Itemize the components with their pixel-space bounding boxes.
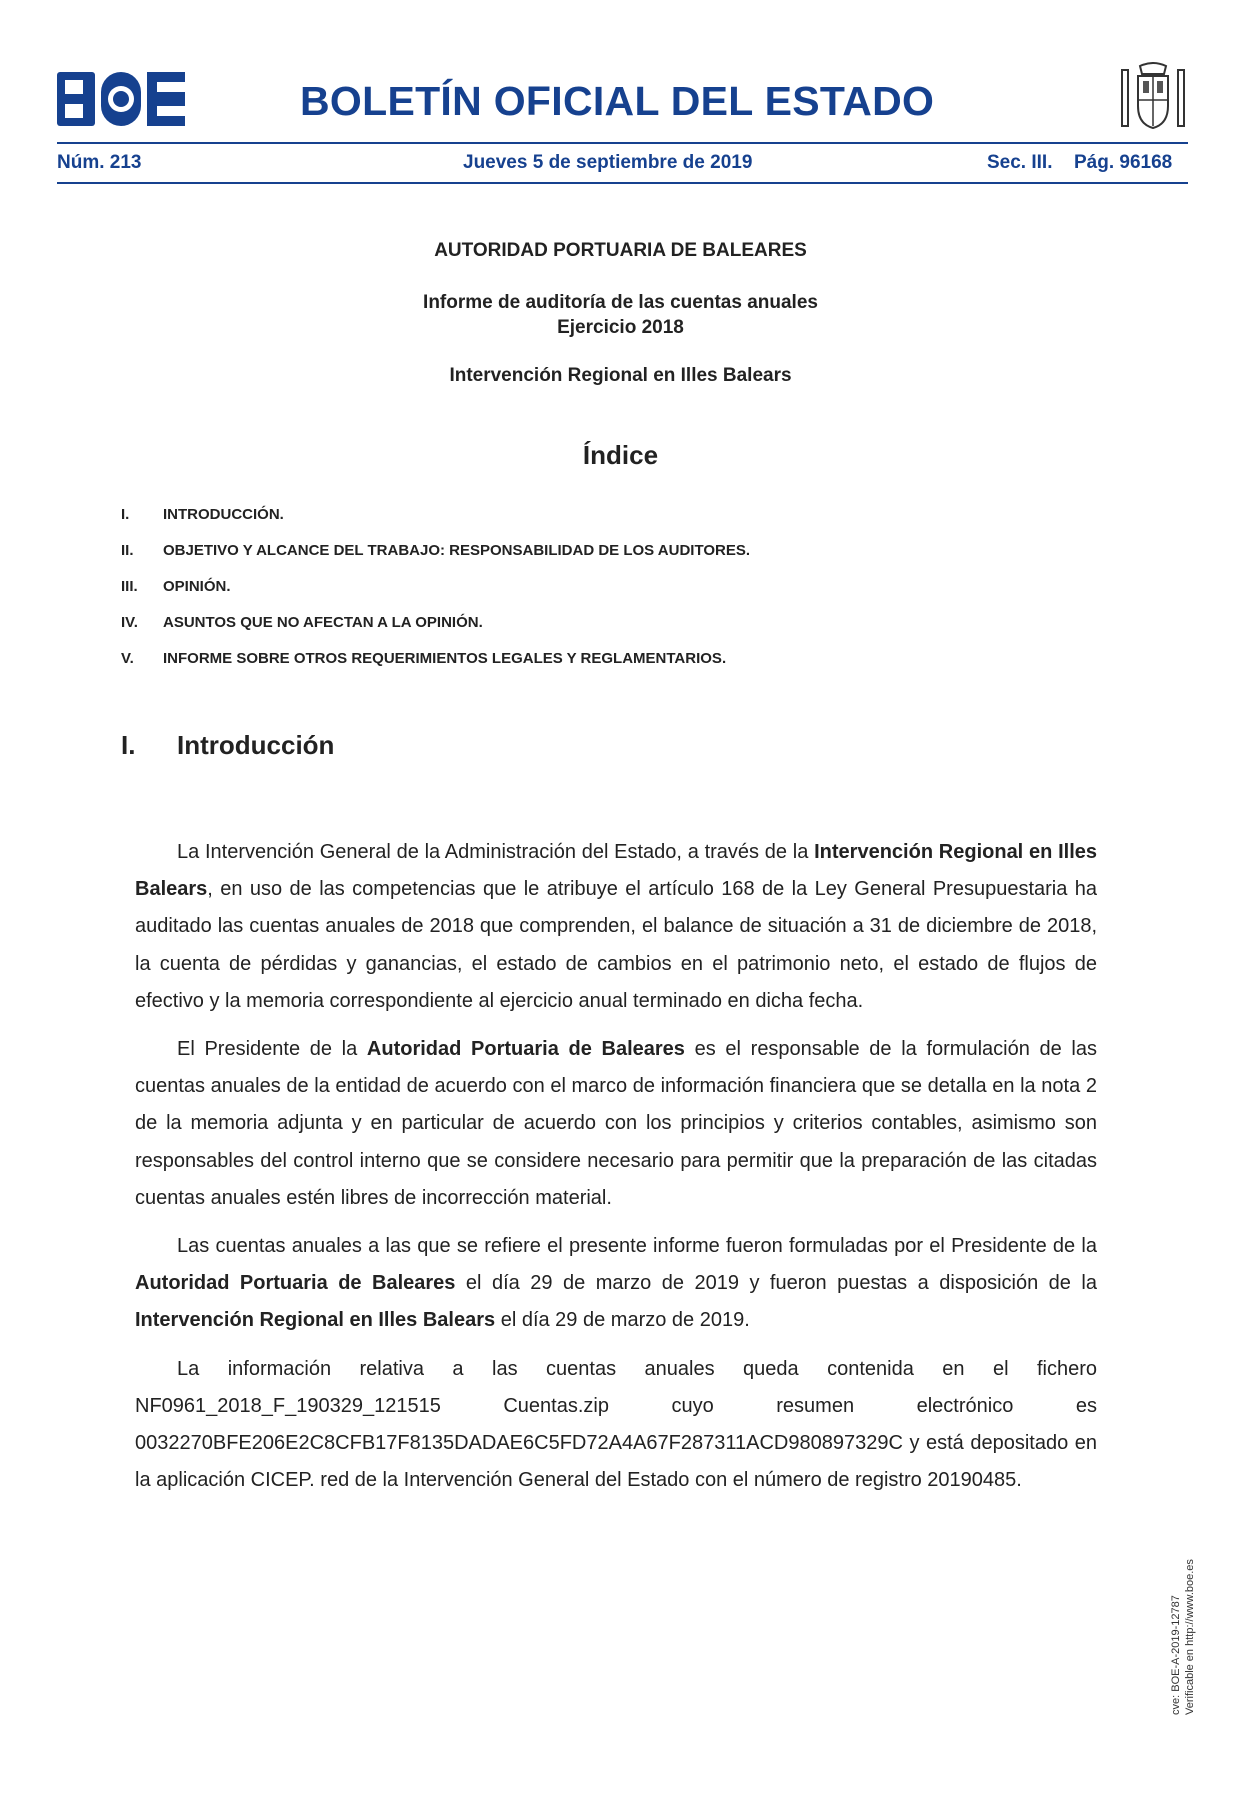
toc-item — [121, 542, 1021, 578]
report-title — [0, 290, 1241, 340]
verify-url-text: Verificable en http://www.boe.es — [1184, 1559, 1196, 1715]
bold-run: Intervención Regional en Illes Balears — [135, 1309, 496, 1332]
paragraph — [135, 1031, 1097, 1217]
text-run: La Intervención General de la Administración del Estado, a través de la — [177, 841, 815, 863]
coat-of-arms-icon — [1118, 62, 1188, 132]
section-label: Sec. III. — [987, 152, 1053, 173]
cve-text: cve: BOE-A-2019-12787 — [1170, 1595, 1182, 1715]
report-title-line2: Ejercicio 2018 — [557, 317, 684, 338]
header-rule-bottom — [57, 182, 1188, 184]
toc-item-text: INFORME SOBRE OTROS REQUERIMIENTOS LEGALES Y REGLAMENTARIOS. — [163, 650, 727, 667]
toc-item-number: III. — [121, 578, 138, 595]
boe-logo — [57, 72, 185, 126]
body-text — [135, 834, 1097, 1510]
toc-item-text: INTRODUCCIÓN. — [163, 506, 284, 523]
masthead-title: BOLETÍN OFICIAL DEL ESTADO — [300, 78, 935, 124]
verification-sidebar-url — [1184, 1559, 1198, 1815]
paragraph — [135, 834, 1097, 1020]
authority-title: AUTORIDAD PORTUARIA DE BALEARES — [434, 240, 807, 261]
page-number: Pág. 96168 — [1074, 152, 1173, 173]
text-run: , en uso de las competencias que le atribuye el artículo 168 de la Ley General Presupuestaria ha auditado las cuentas anuales de 2018 que comprenden, el balance de situación a 31 de diciembre de 2018, la cuenta de pérdidas y ganancias, el estado de cambios en el patrimonio neto, el estado de flujos de efectivo y la memoria correspondiente al ejercicio anual terminado en dicha fecha. — [135, 878, 1097, 1012]
toc-item-text: ASUNTOS QUE NO AFECTAN A LA OPINIÓN. — [163, 614, 483, 631]
header-rule-top — [57, 142, 1188, 144]
toc-item-number: I. — [121, 506, 130, 523]
bold-run: Autoridad Portuaria de Baleares — [366, 1038, 685, 1061]
toc-item — [121, 578, 1021, 614]
issue-date: Jueves 5 de septiembre de 2019 — [463, 152, 753, 173]
toc-item-text: OBJETIVO Y ALCANCE DEL TRABAJO: RESPONSABILIDAD DE LOS AUDITORES. — [163, 542, 751, 559]
index-title: Índice — [582, 440, 659, 470]
toc-item — [121, 650, 1021, 686]
text-run: el día 29 de marzo de 2019. — [495, 1309, 750, 1332]
issue-number: Núm. 213 — [57, 152, 142, 173]
toc-item-text: OPINIÓN. — [163, 578, 231, 595]
verification-sidebar — [1170, 1595, 1184, 1815]
toc-item — [121, 506, 1021, 542]
text-run: Las cuentas anuales a las que se refiere el presente informe fueron formuladas por el Presidente de la — [177, 1235, 1097, 1258]
toc-item-number: II. — [121, 542, 134, 559]
bold-run: Intervención Regional en Illes Balears — [135, 841, 1097, 901]
section-title: Introducción — [177, 730, 335, 760]
text-run: el día 29 de marzo de 2019 y fueron puestas a disposición de la — [455, 1272, 1097, 1295]
paragraph — [135, 1228, 1097, 1340]
toc-item-number: V. — [121, 650, 134, 667]
toc-item-number: IV. — [121, 614, 138, 631]
text-run: es el responsable de la formulación de las cuentas anuales de la entidad de acuerdo con el marco de información financiera que se detalla en la nota 2 de la memoria adjunta y en particular de acuerdo con los principios y criterios contables, asimismo son responsables del control interno que se considere necesario para permitir que la preparación de las citadas cuentas anuales estén libres de incorrección material. — [135, 1038, 1097, 1209]
bold-run: Autoridad Portuaria de Baleares — [135, 1272, 456, 1295]
table-of-contents — [121, 506, 1021, 686]
text-run: El Presidente de la — [177, 1038, 367, 1061]
report-title-line1: Informe de auditoría de las cuentas anuales — [423, 292, 818, 313]
office-title: Intervención Regional en Illes Balears — [449, 365, 792, 386]
section-number: I. — [121, 730, 136, 760]
paragraph: La información relativa a las cuentas anuales queda contenida en el fichero NF0961_2018_F_190329_121515 Cuentas.zip cuyo resumen electrónico es 0032270BFE206E2C8CFB17F8135DADAE6C5FD72A4A67F287311ACD980897329C y está depositado en la aplicación CICEP. red de la Intervención General del Estado con el número de registro 20190485. — [135, 1357, 1097, 1492]
toc-item — [121, 614, 1021, 650]
